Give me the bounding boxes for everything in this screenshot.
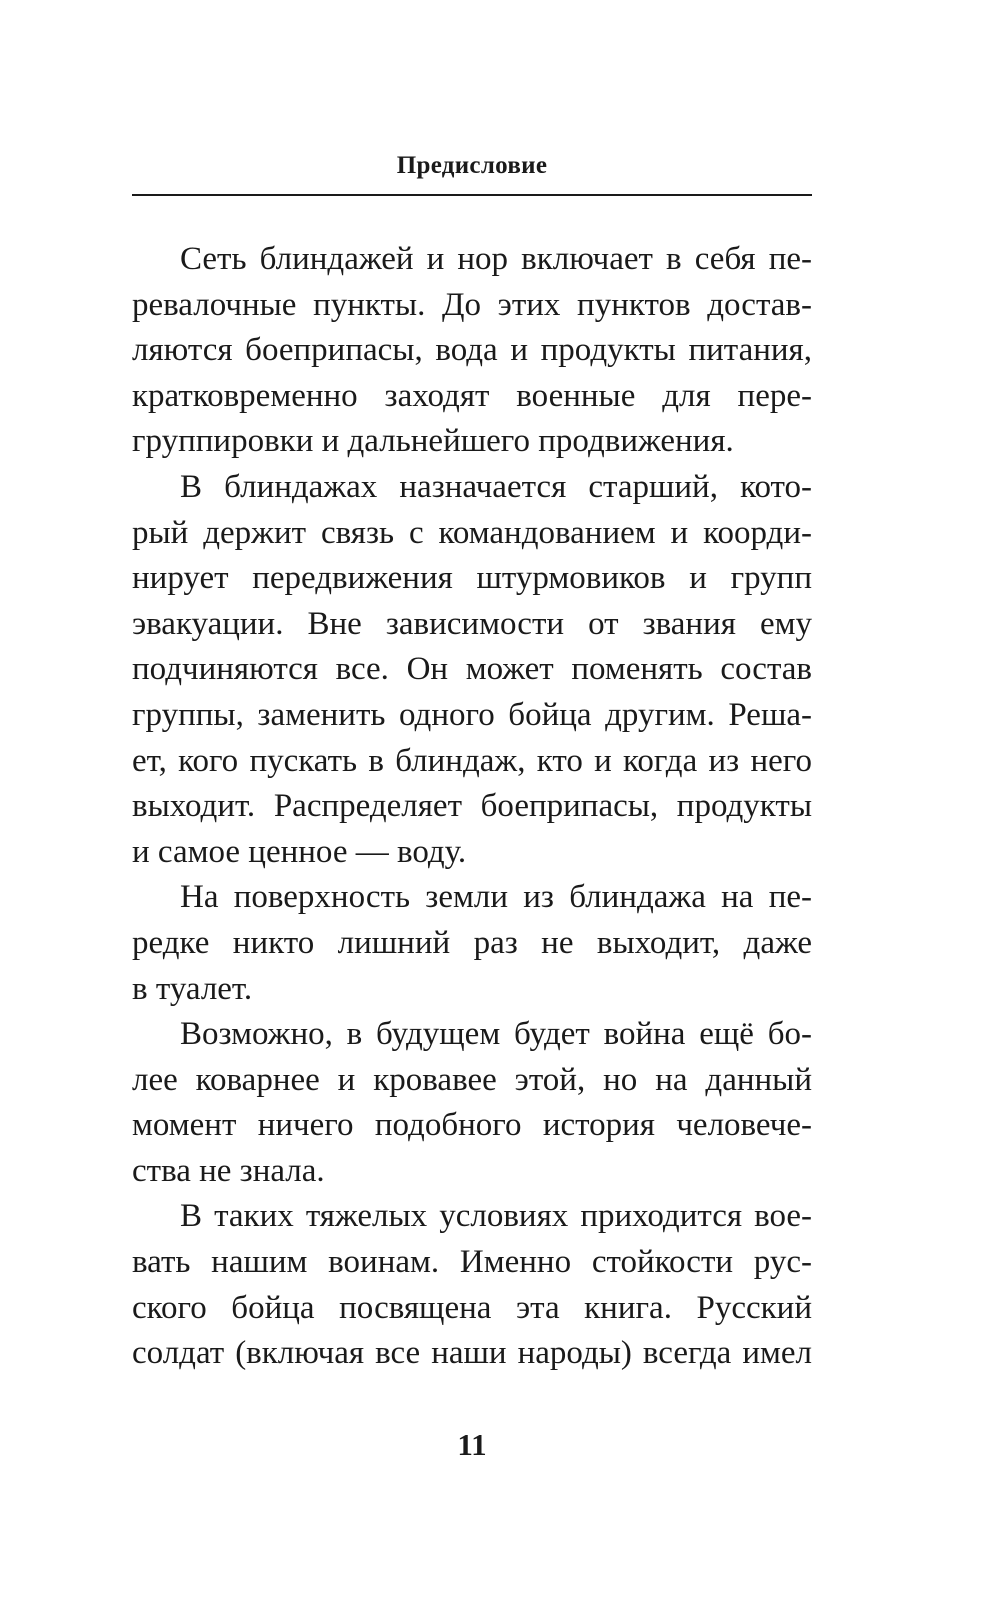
running-head: Предисловие — [396, 152, 548, 179]
header-rule — [132, 194, 812, 196]
text-line: ства не знала. — [132, 1152, 325, 1189]
text-line: ревалочные пункты. До этих пунктов достав- — [132, 286, 812, 323]
text-line: группы, заменить одного бойца другим. Реша- — [132, 696, 812, 733]
text-line: эвакуации. Вне зависимости от звания ему — [132, 605, 812, 642]
text-line: и самое ценное — воду. — [132, 833, 467, 870]
text-line: ляются боеприпасы, вода и продукты питания, — [132, 332, 812, 369]
paragraph — [132, 1012, 812, 1194]
text-line: нирует передвижения штурмовиков и групп — [132, 560, 812, 597]
text-line: солдат (включая все наши народы) всегда имел — [132, 1335, 812, 1372]
text-line: Возможно, в будущем будет война ещё бо- — [180, 1016, 812, 1053]
text-line: ского бойца посвящена эта книга. Русский — [132, 1289, 812, 1326]
text-line: подчиняются все. Он может поменять состав — [132, 651, 812, 688]
text-line: Сеть блиндажей и нор включает в себя пе- — [180, 241, 812, 277]
paragraph — [132, 875, 812, 1012]
text-line: редке никто лишний раз не выходит, даже — [132, 924, 812, 961]
paragraph — [132, 237, 812, 465]
page-number: 11 — [457, 1427, 487, 1462]
text-line: лее коварнее и кровавее этой, но на данный — [132, 1061, 812, 1098]
body-text — [132, 237, 812, 1377]
text-line: вать нашим воинам. Именно стойкости рус- — [132, 1244, 812, 1281]
text-line: кратковременно заходят военные для пере- — [132, 377, 812, 414]
paragraph — [132, 1194, 812, 1376]
text-line: На поверхность земли из блиндажа на пе- — [180, 879, 812, 916]
text-line: рый держит связь с командованием и коорди- — [132, 514, 812, 551]
text-line: группировки и дальнейшего продвижения. — [132, 423, 734, 460]
text-line: ет, кого пускать в блиндаж, кто и когда из него — [132, 742, 812, 779]
text-line: выходит. Распределяет боеприпасы, продукты — [132, 788, 812, 825]
text-line: В блиндажах назначается старший, кото- — [180, 468, 812, 505]
paragraph — [132, 465, 812, 875]
text-line: момент ничего подобного история человече- — [132, 1107, 812, 1144]
text-line: в туалет. — [132, 970, 253, 1007]
text-line: В таких тяжелых условиях приходится вое- — [180, 1198, 812, 1235]
